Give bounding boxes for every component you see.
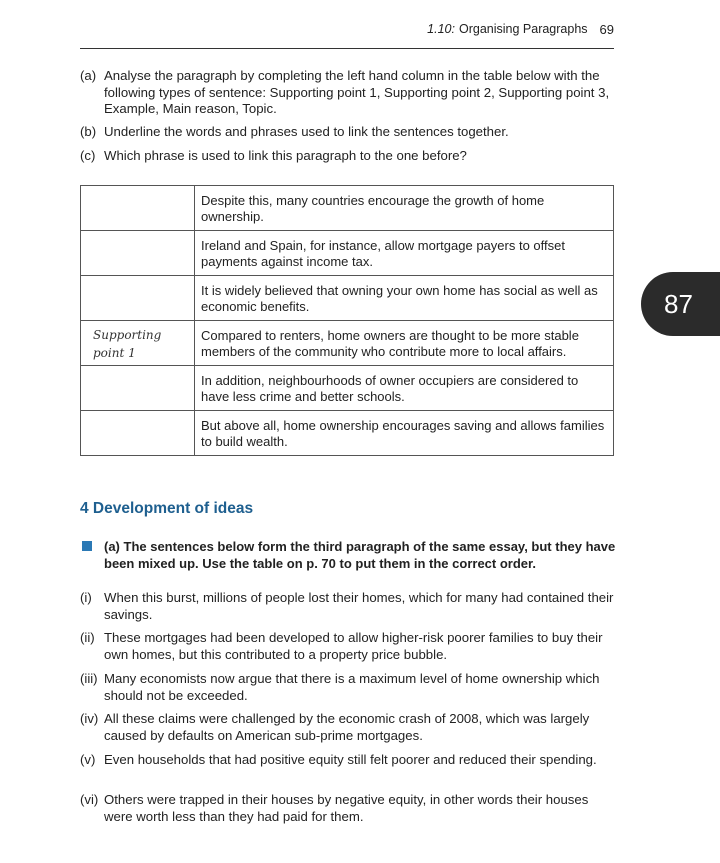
table-row [81,321,614,366]
instruction-text: Which phrase is used to link this paragraph to the one before? [104,148,467,163]
sentence-item-iii [80,671,620,704]
item-label: (v) [80,752,96,767]
instruction-b [80,124,620,141]
handwritten-label: Supporting point 1 [93,328,162,360]
side-tab-number: 87 [664,288,693,319]
item-label: (vi) [80,792,99,807]
item-text: Even households that had positive equity still felt poorer and reduced their spending. [104,752,597,767]
header-title: Organising Paragraphs [458,22,588,36]
sentence-type-cell[interactable] [81,186,195,231]
header-section-number: 1.10: [427,22,455,36]
table-row [81,231,614,276]
running-header [80,22,614,49]
table-row [81,276,614,321]
sentence-cell: Despite this, many countries encourage the growth of home ownership. [195,186,614,231]
sentence-cell: In addition, neighbourhoods of owner occupiers are considered to have less crime and better schools. [195,366,614,411]
sentence-cell: It is widely believed that owning your own home has social as well as economic benefits. [195,276,614,321]
item-label: (i) [80,590,92,605]
item-text: Others were trapped in their houses by negative equity, in other words their houses were worth less than they had paid for them. [104,792,589,824]
item-label: (iii) [80,671,98,686]
sentence-item-i [80,590,620,623]
sentence-cell: Compared to renters, home owners are thought to be more stable members of the community who contribute more to local affairs. [195,321,614,366]
item-text: When this burst, millions of people lost their homes, which for many had contained their savings. [104,590,614,622]
sentence-type-cell[interactable] [81,276,195,321]
sentence-type-cell[interactable] [81,411,195,456]
paragraph-analysis-table [80,185,614,456]
sentence-type-cell[interactable] [81,366,195,411]
sentence-item-ii [80,630,620,663]
sentence-item-v [80,752,620,769]
instruction-text: Analyse the paragraph by completing the left hand column in the table below with the following types of sentence: Supporting point 1, Supporting point 2, Supporting point 3, Example, Main reason, Topic. [104,68,610,116]
sentence-cell: Ireland and Spain, for instance, allow mortgage payers to offset payments against income tax. [195,231,614,276]
task-instruction [80,538,620,572]
instruction-c [80,148,620,165]
instruction-label: (c) [80,148,96,163]
section-heading: 4 Development of ideas [80,500,254,517]
sentence-cell: But above all, home ownership encourages saving and allows families to build wealth. [195,411,614,456]
sentence-type-cell[interactable] [81,231,195,276]
item-text: All these claims were challenged by the economic crash of 2008, which was largely caused by defaults on American sub-prime mortgages. [104,711,590,743]
instruction-label: (a) [80,68,97,83]
table-row [81,186,614,231]
header-page-number: 69 [599,22,614,37]
task-text: (a) The sentences below form the third paragraph of the same essay, but they have been mixed up. Use the table on p. 70 to put them in the correct order. [104,539,616,571]
sentence-item-iv [80,711,620,744]
side-page-tab [641,272,720,336]
sentence-type-cell[interactable] [81,321,195,366]
table-row [81,366,614,411]
instruction-a [80,68,620,118]
instruction-text: Underline the words and phrases used to link the sentences together. [104,124,509,139]
item-text: Many economists now argue that there is a maximum level of home ownership which should not be exceeded. [104,671,600,703]
square-bullet-icon [82,541,92,551]
item-label: (ii) [80,630,95,645]
table-row [81,411,614,456]
item-label: (iv) [80,711,99,726]
item-text: These mortgages had been developed to allow higher-risk poorer families to buy their own homes, but this contributed to a property price bubble. [104,630,603,662]
instruction-label: (b) [80,124,97,139]
sentence-item-vi [80,792,620,825]
